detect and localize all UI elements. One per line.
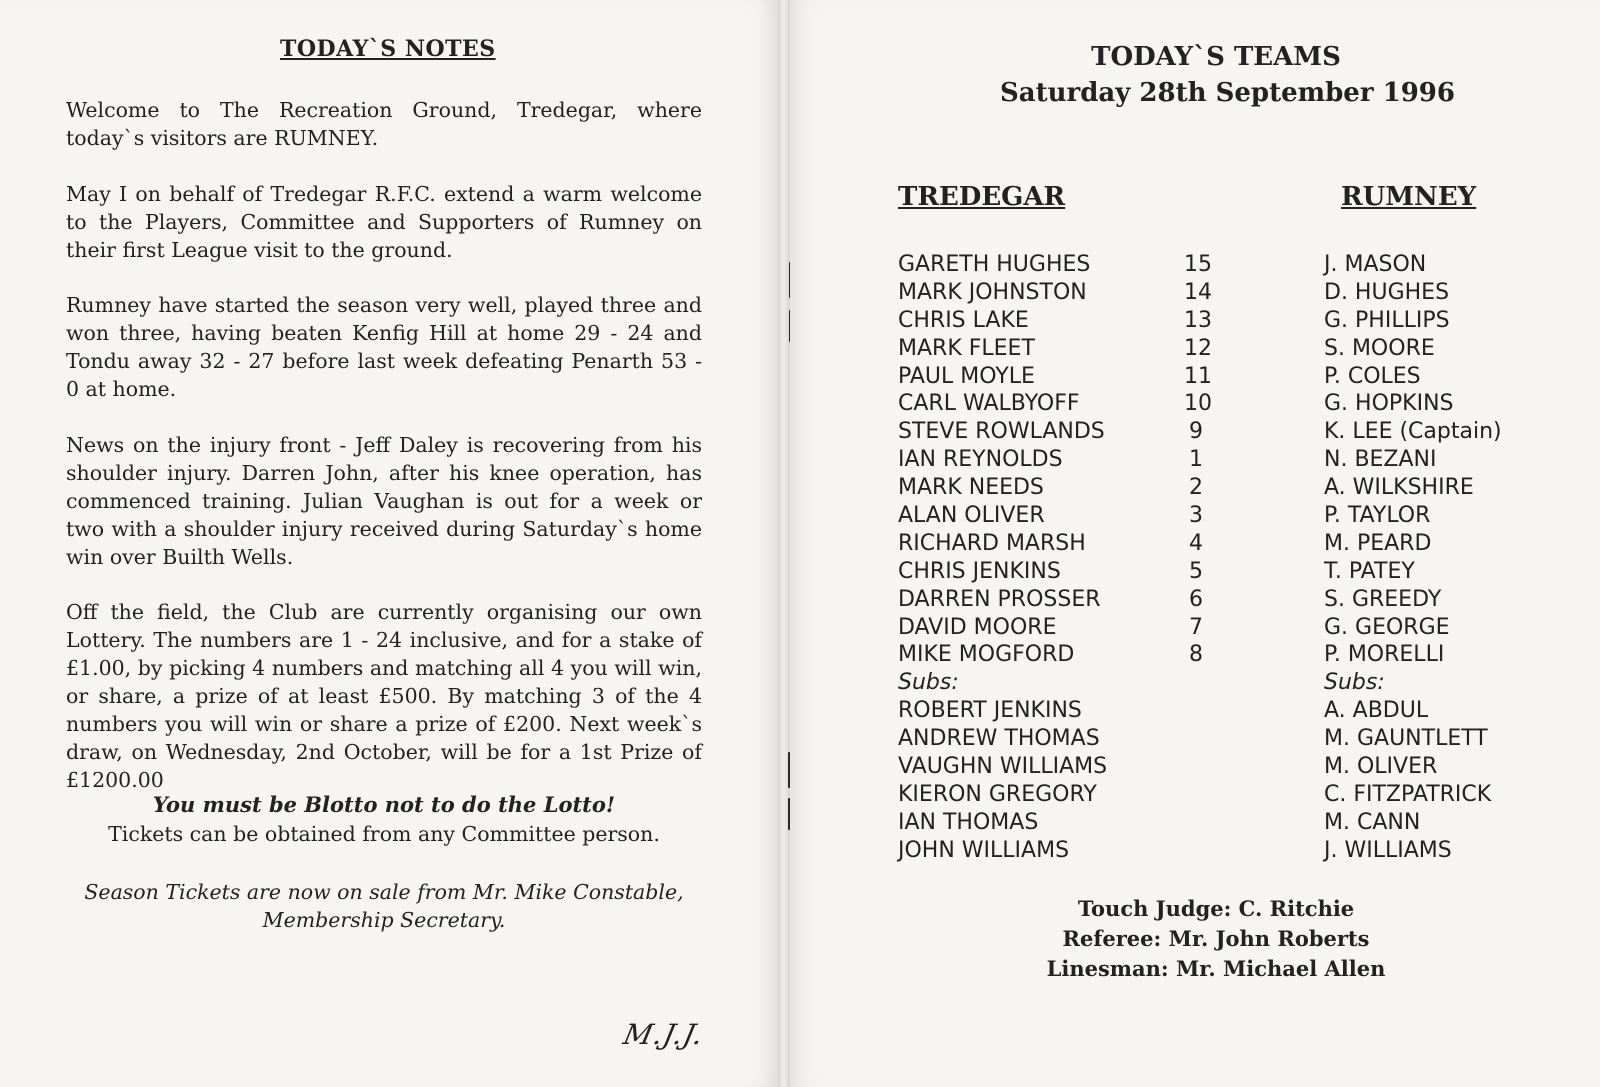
shirt-number: 4 [1189, 530, 1203, 556]
shirt-number: 10 [1184, 391, 1212, 417]
page-spine [778, 0, 790, 1087]
teams-title: TODAY`S TEAMS [1091, 42, 1341, 72]
away-player: P. COLES [1324, 363, 1421, 389]
notes-paragraph-greeting: May I on behalf of Tredegar R.F.C. extend a warm welcome to the Players, Committee and Supporters of Rumney on their first League visit to the ground. [66, 182, 702, 262]
home-player: CARL WALBYOFF [898, 391, 1080, 417]
shirt-number: 11 [1184, 363, 1212, 389]
team-sheet-row [898, 391, 1518, 419]
home-player: RICHARD MARSH [898, 530, 1086, 556]
away-team-heading: RUMNEY [1341, 182, 1477, 212]
away-player: S. MOORE [1324, 335, 1435, 361]
shirt-number: 13 [1184, 307, 1212, 333]
home-player: ALAN OLIVER [898, 503, 1045, 529]
substitute-row [898, 838, 1518, 866]
notes-paragraph-lottery: Off the field, the Club are currently organising our own Lottery. The numbers are 1 - 24 inclusive, and for a stake of £1.00, by picking 4 numbers and matching all 4 you will win, or share, a prize of at least £500. By matching 3 of the 4 numbers you will win or share a prize of £200. Next week`s draw, on Wednesday, 2nd October, will be for a 1st Prize of £1200.00 [66, 600, 702, 792]
away-substitute: M. OLIVER [1324, 754, 1438, 780]
team-sheet-row [898, 615, 1518, 643]
team-sheet-row [898, 475, 1518, 503]
team-sheet-row [898, 447, 1518, 475]
away-player: P. TAYLOR [1324, 503, 1431, 529]
home-player: MIKE MOGFORD [898, 642, 1075, 668]
team-sheet-row [898, 503, 1518, 531]
home-player: CHRIS JENKINS [898, 558, 1061, 584]
season-tickets-line-2: Membership Secretary. [262, 908, 506, 932]
away-subs-label: Subs: [1324, 670, 1385, 696]
notes-paragraph-injuries: News on the injury front - Jeff Daley is recovering from his shoulder injury. Darren John, after his knee operation, has commenced training. Julian Vaughan is out for a week or two with a shoulder injury received during Saturday`s home win over Builth Wells. [66, 433, 702, 569]
tickets-note: Tickets can be obtained from any Committee person. [108, 822, 660, 846]
subs-label-row [898, 670, 1518, 698]
team-sheet-row [898, 308, 1518, 336]
home-substitute: KIERON GREGORY [898, 781, 1097, 807]
home-substitute: ROBERT JENKINS [898, 698, 1082, 724]
substitute-row [898, 754, 1518, 782]
home-player: IAN REYNOLDS [898, 447, 1063, 473]
home-substitute: JOHN WILLIAMS [898, 837, 1070, 863]
home-substitute: IAN THOMAS [898, 809, 1039, 835]
team-sheet [898, 252, 1518, 866]
away-player: N. BEZANI [1324, 447, 1437, 473]
match-officials [1000, 894, 1432, 984]
away-player: J. MASON [1324, 252, 1427, 277]
away-substitute: A. ABDUL [1324, 698, 1429, 724]
team-sheet-row [898, 419, 1518, 447]
team-sheet-row [898, 642, 1518, 670]
team-sheet-row [898, 559, 1518, 587]
match-date: Saturday 28th September 1996 [1000, 78, 1455, 108]
touch-judge: Touch Judge: C. Ritchie [1077, 896, 1355, 921]
away-player: S. GREEDY [1324, 586, 1442, 612]
team-sheet-row [898, 364, 1518, 392]
shirt-number: 3 [1189, 503, 1203, 529]
substitute-row [898, 698, 1518, 726]
lotto-slogan: You must be Blotto not to do the Lotto! [152, 792, 616, 817]
handwritten-signature: M.J.J. [620, 1018, 707, 1051]
team-sheet-row [898, 587, 1518, 615]
referee: Referee: Mr. John Roberts [1062, 926, 1370, 951]
home-player: MARK NEEDS [898, 475, 1044, 501]
shirt-number: 8 [1189, 642, 1203, 668]
home-player: MARK JOHNSTON [898, 279, 1087, 305]
team-sheet-row [898, 252, 1518, 280]
home-team-heading: TREDEGAR [898, 182, 1066, 212]
away-player: T. PATEY [1324, 558, 1415, 584]
team-sheet-row [898, 336, 1518, 364]
away-substitute: C. FITZPATRICK [1324, 781, 1492, 807]
notes-paragraph-rumney-form: Rumney have started the season very well, played three and won three, having beaten Kenfig Hill at home 29 - 24 and Tondu away 32 - 27 before last week defeating Penarth 53 - 0 at home. [66, 293, 702, 401]
shirt-number: 2 [1189, 475, 1203, 501]
team-sheet-row [898, 280, 1518, 308]
left-page [0, 0, 778, 1087]
away-player: A. WILKSHIRE [1324, 475, 1474, 501]
team-sheet-row [898, 531, 1518, 559]
season-tickets-note [66, 878, 702, 934]
shirt-number: 6 [1189, 586, 1203, 612]
home-substitute: ANDREW THOMAS [898, 726, 1100, 752]
substitute-row [898, 810, 1518, 838]
away-substitute: M. GAUNTLETT [1324, 726, 1488, 752]
away-player: G. GEORGE [1324, 614, 1450, 640]
home-player: DAVID MOORE [898, 614, 1057, 640]
substitute-row [898, 726, 1518, 754]
substitute-row [898, 782, 1518, 810]
home-substitute: VAUGHN WILLIAMS [898, 754, 1108, 780]
shirt-number: 1 [1189, 447, 1203, 473]
season-tickets-line-1: Season Tickets are now on sale from Mr. Mike Constable, [84, 880, 684, 904]
away-player: M. PEARD [1324, 530, 1432, 556]
away-player: G. PHILLIPS [1324, 307, 1450, 333]
notes-paragraph-welcome: Welcome to The Recreation Ground, Tredegar, where today`s visitors are RUMNEY. [66, 98, 702, 150]
shirt-number: 7 [1189, 614, 1203, 640]
linesman: Linesman: Mr. Michael Allen [1046, 956, 1386, 981]
home-player: GARETH HUGHES [898, 252, 1091, 277]
home-player: PAUL MOYLE [898, 363, 1035, 389]
home-player: STEVE ROWLANDS [898, 419, 1105, 445]
home-player: MARK FLEET [898, 335, 1035, 361]
shirt-number: 12 [1184, 335, 1212, 361]
away-substitute: M. CANN [1324, 809, 1421, 835]
notes-title: TODAY`S NOTES [280, 36, 496, 62]
away-substitute: J. WILLIAMS [1324, 837, 1452, 863]
away-player: G. HOPKINS [1324, 391, 1454, 417]
shirt-number: 15 [1184, 252, 1212, 277]
home-subs-label: Subs: [898, 670, 959, 696]
away-player: K. LEE (Captain) [1324, 419, 1502, 445]
shirt-number: 9 [1189, 419, 1203, 445]
away-player: P. MORELLI [1324, 642, 1445, 668]
shirt-number: 5 [1189, 558, 1203, 584]
home-player: CHRIS LAKE [898, 307, 1029, 333]
home-player: DARREN PROSSER [898, 586, 1101, 612]
away-player: D. HUGHES [1324, 279, 1450, 305]
shirt-number: 14 [1184, 279, 1212, 305]
